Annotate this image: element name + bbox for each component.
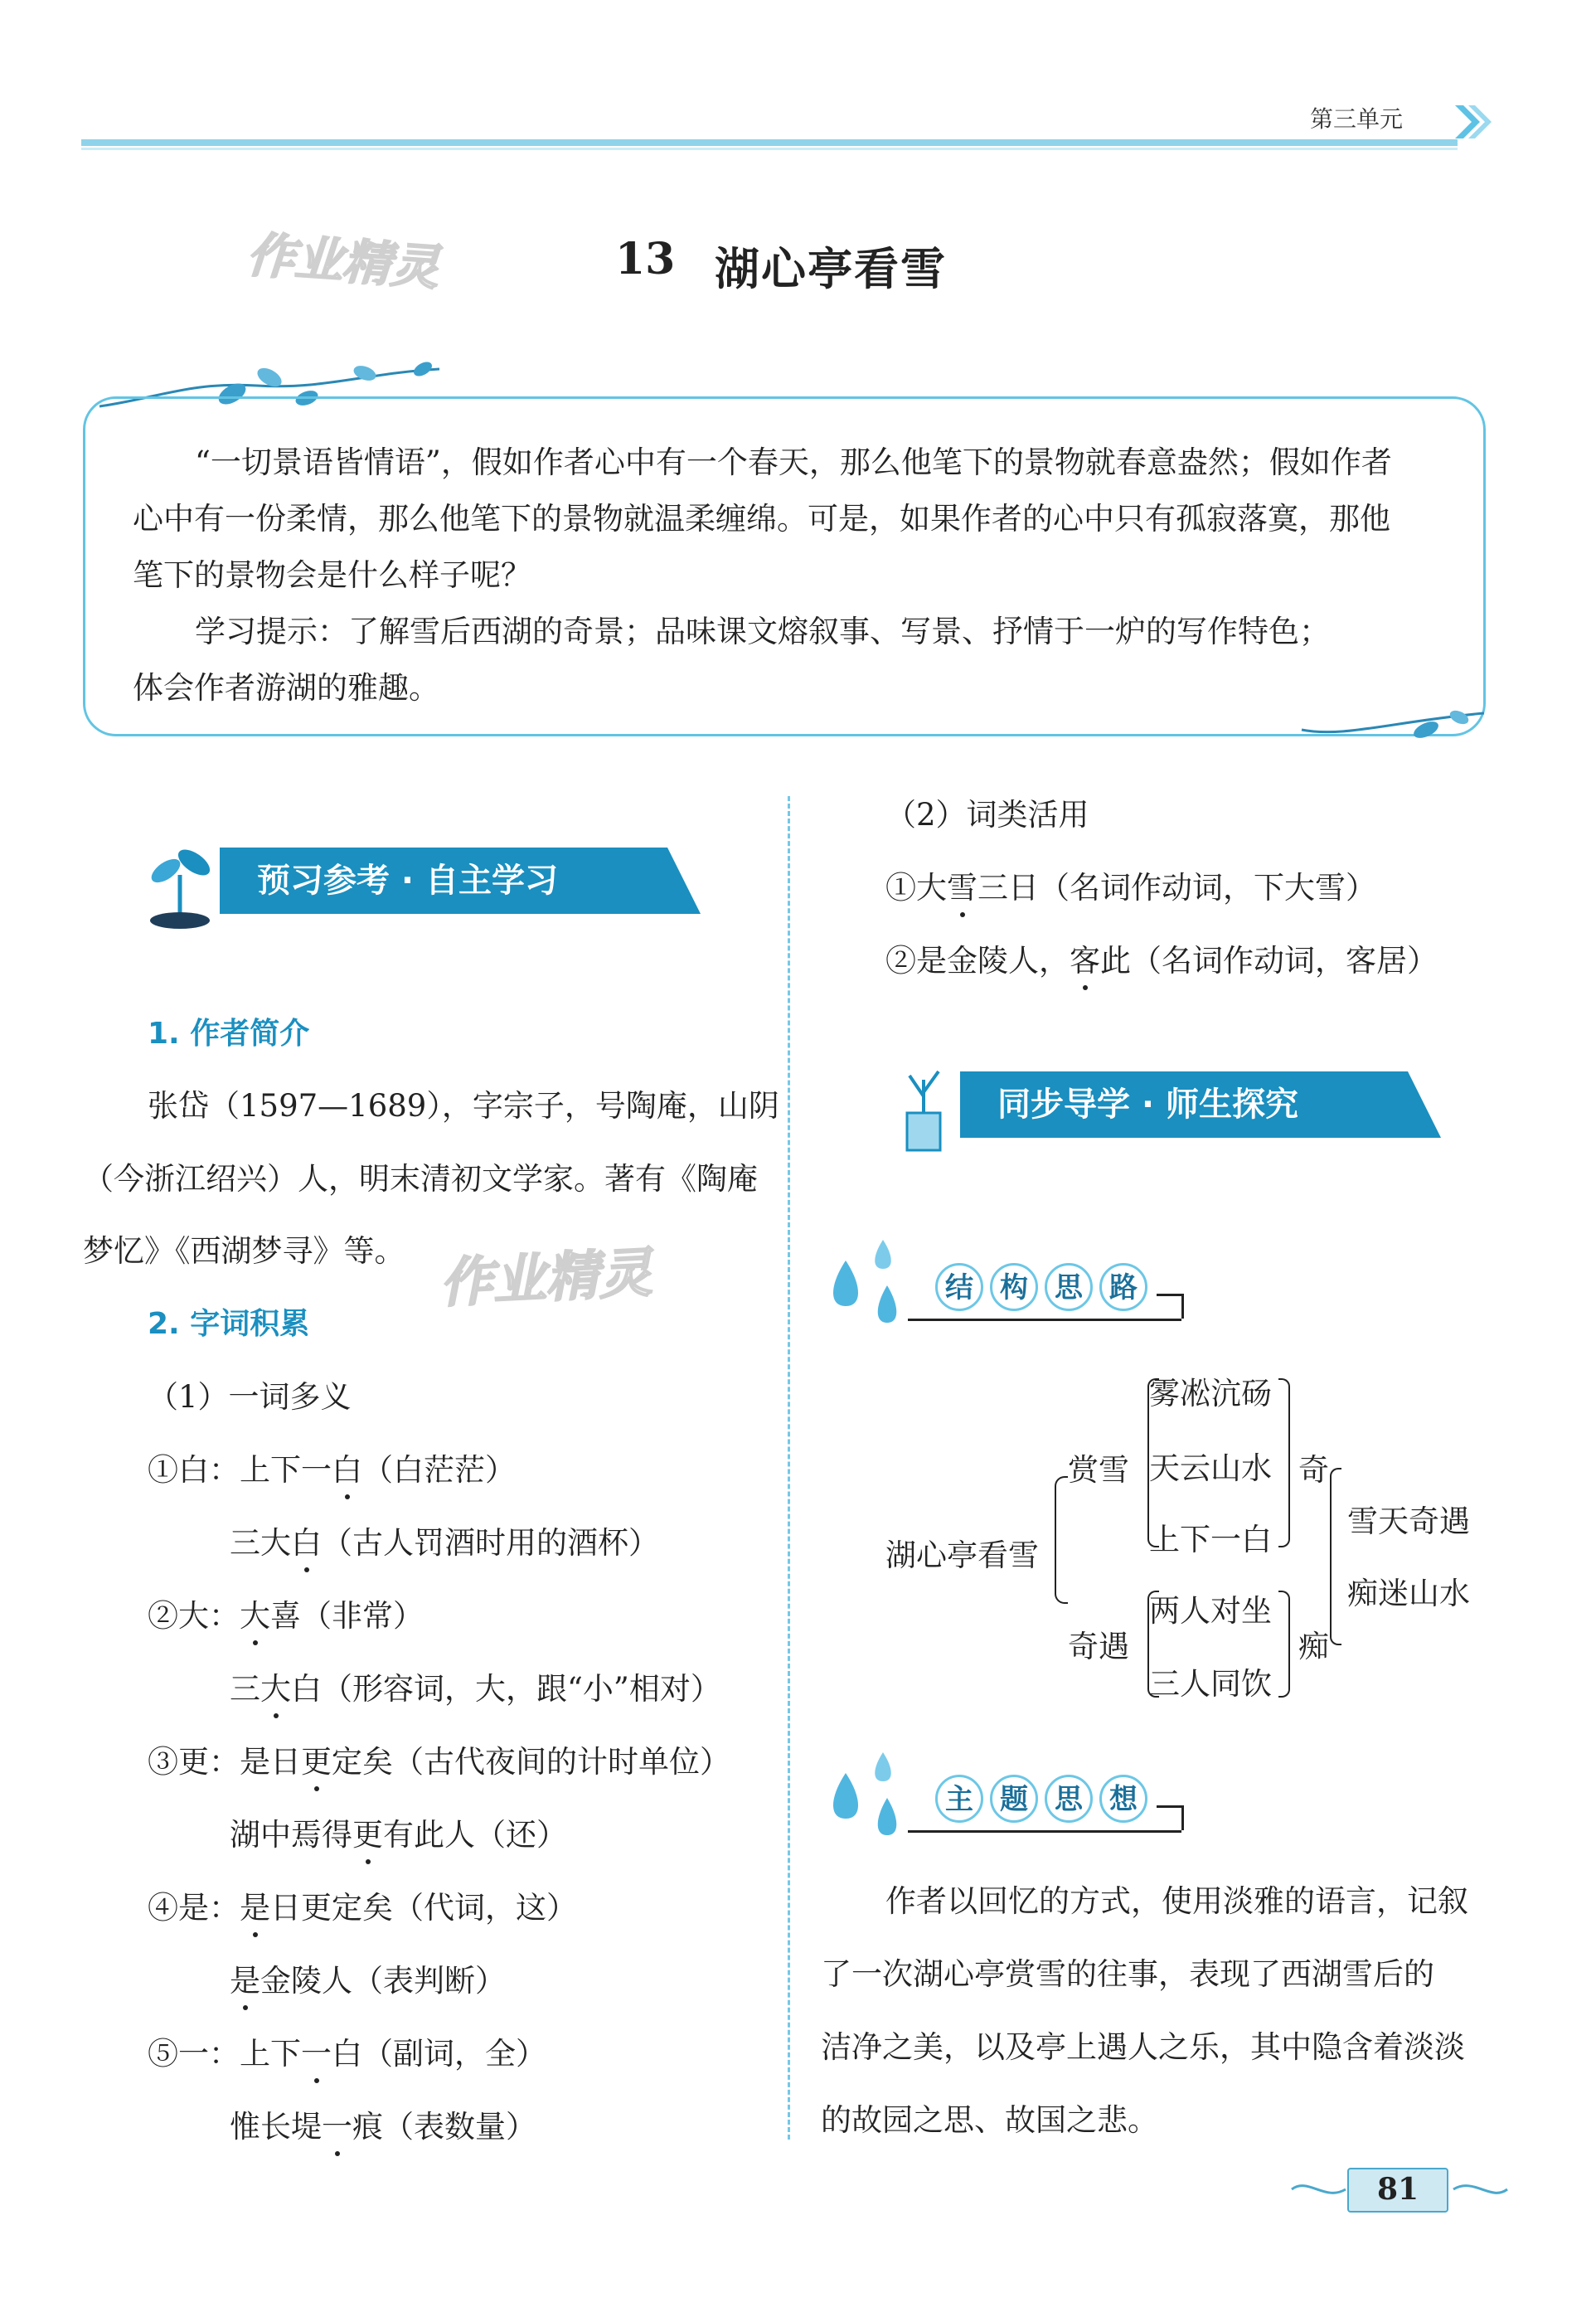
tree-bracket [1055, 1476, 1068, 1604]
flower-pot-icon [897, 1063, 951, 1154]
heading-underline [1157, 1294, 1181, 1296]
section-banner-preview: 预习参考 · 自主学习 [220, 848, 667, 914]
author-line: （今浙江绍兴）人，明末清初文学家。著有《陶庵 [83, 1161, 758, 1197]
structure-heading [935, 1263, 1154, 1311]
page-number: 81 [1347, 2168, 1448, 2213]
tree-conclusion: 痴迷山水 [1347, 1576, 1470, 1611]
heading-char: 结 [935, 1263, 983, 1311]
theme-line: 的故园之思、故国之悲。 [821, 2102, 1158, 2138]
header-rule-light [81, 148, 1458, 150]
heading-underline [908, 1319, 1181, 1321]
watermark: 作业精灵 [438, 1242, 654, 1315]
tree-node: 痴 [1298, 1629, 1329, 1664]
heading-char: 题 [990, 1775, 1038, 1823]
lesson-number: 13 [615, 234, 676, 284]
heading-char: 构 [990, 1263, 1038, 1311]
heading-char: 路 [1099, 1263, 1147, 1311]
theme-heading [935, 1775, 1154, 1823]
intro-line: 心中有一份柔情，那么他笔下的景物就温柔缠绵。可是，如果作者的心中只有孤寂落寞，那他 [133, 501, 1390, 537]
theme-line: 作者以回忆的方式，使用淡雅的语言，记叙 [885, 1883, 1468, 1919]
tree-bracket [1278, 1378, 1290, 1547]
heading-char: 思 [1045, 1263, 1093, 1311]
water-drops-icon [821, 1740, 912, 1848]
vocab-entry: ③更：是日更定矣（古代夜间的计时单位） [148, 1744, 730, 1780]
sprout-icon [143, 838, 217, 929]
class-shift-heading: （2）词类活用 [885, 797, 1089, 833]
heading-underline [1181, 1805, 1184, 1830]
intro-paragraph-1 [133, 435, 1459, 717]
intro-line: 学习提示：了解雪后西湖的奇景；品味课文熔叙事、写景、抒情于一炉的写作特色； [195, 614, 1330, 649]
intro-line: 笔下的景物会是什么样子呢？ [133, 557, 531, 593]
author-line: 梦忆》《西湖梦寻》等。 [83, 1233, 405, 1269]
tree-node: 赏雪 [1068, 1452, 1129, 1488]
heading-char: 思 [1045, 1775, 1093, 1823]
tree-conclusion: 雪天奇遇 [1347, 1503, 1470, 1539]
heading-underline [908, 1830, 1181, 1833]
vocab-entry: 湖中焉得更有此人（还） [230, 1817, 567, 1853]
vocab-entry: 惟长堤一痕（表数量） [230, 2109, 536, 2145]
tree-bracket [1330, 1468, 1341, 1645]
author-line: 张岱（1597—1689），字宗子，号陶庵，山阴 [148, 1088, 779, 1124]
tree-leaf: 三人同饮 [1149, 1666, 1272, 1702]
author-heading: 1. 作者简介 [148, 1017, 310, 1051]
words-heading: 2. 字词积累 [148, 1307, 310, 1341]
vocab-entry: ②大：大喜（非常） [148, 1598, 424, 1634]
heading-char: 想 [1099, 1775, 1147, 1823]
tree-node: 奇 [1298, 1452, 1329, 1488]
vocab-entry: 三大白（形容词，大，跟“小”相对） [230, 1671, 721, 1707]
tree-leaf: 上下一白 [1149, 1522, 1272, 1557]
lesson-title: 湖心亭看雪 [715, 243, 947, 295]
chevron-right-icon [1447, 101, 1497, 143]
heading-underline [1157, 1805, 1181, 1808]
polysemy-heading: （1）一词多义 [148, 1379, 352, 1415]
tree-node: 奇遇 [1068, 1629, 1129, 1664]
vocab-entry: ⑤一：上下一白（副词，全） [148, 2036, 546, 2072]
watermark: 作业精灵 [245, 226, 441, 296]
unit-label: 第三单元 [1310, 105, 1404, 133]
theme-line: 了一次湖心亭赏雪的往事，表现了西湖雪后的 [821, 1956, 1434, 1992]
tree-root: 湖心亭看雪 [885, 1537, 1039, 1573]
tree-leaf: 天云山水 [1149, 1450, 1272, 1486]
header-rule [81, 139, 1458, 146]
section-banner-guide: 同步导学 · 师生探究 [960, 1071, 1408, 1138]
vocab-entry: ②是金陵人，客此（名词作动词，客居） [885, 943, 1438, 979]
vocab-entry: ④是：是日更定矣（代词，这） [148, 1890, 577, 1926]
heading-underline [1181, 1294, 1184, 1319]
theme-line: 洁净之美，以及亭上遇人之乐，其中隐含着淡淡 [821, 2029, 1465, 2065]
intro-line: 体会作者游湖的雅趣。 [133, 670, 439, 706]
tree-bracket [1278, 1591, 1290, 1698]
vocab-entry: ①白：上下一白（白茫茫） [148, 1452, 516, 1488]
intro-line: “一切景语皆情语”，假如作者心中有一个春天，那么他笔下的景物就春意盎然；假如作者 [195, 444, 1392, 480]
vocab-entry: 三大白（古人罚酒时用的酒杯） [230, 1525, 659, 1561]
heading-char: 主 [935, 1775, 983, 1823]
vocab-entry: ①大雪三日（名词作动词，下大雪） [885, 870, 1376, 906]
tree-leaf: 雾凇沆砀 [1149, 1376, 1272, 1411]
vocab-entry: 是金陵人（表判断） [230, 1963, 506, 1999]
column-divider [788, 796, 790, 2140]
water-drops-icon [821, 1227, 912, 1335]
tree-leaf: 两人对坐 [1149, 1593, 1272, 1629]
